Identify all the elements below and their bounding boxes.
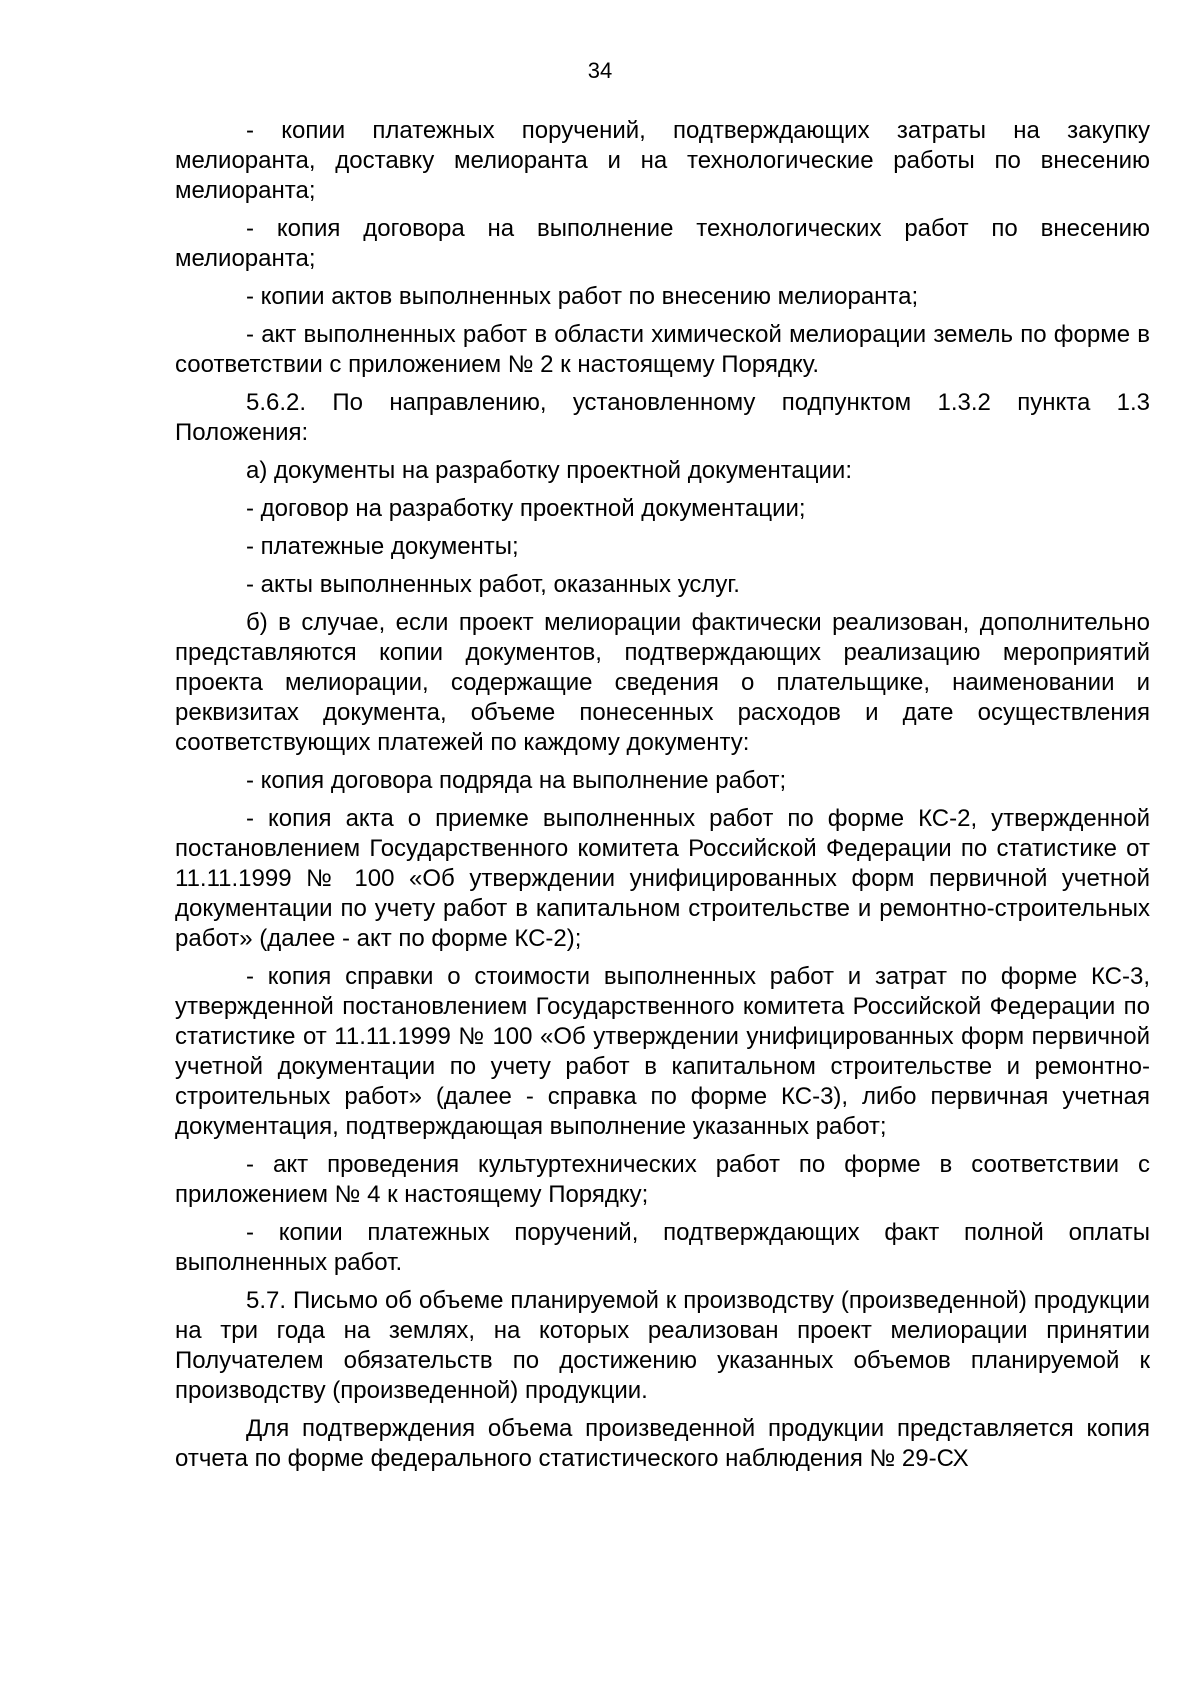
paragraph: б) в случае, если проект мелиорации фактически реализован, дополнительно представляются копии документов, подтверждающих реализацию мероприятий проекта мелиорации, содержащие сведения о плательщике, наименовании и реквизитах документа, объеме понесенных расходов и дате осуществления соответствующих платежей по каждому документу: [175, 609, 1150, 756]
paragraph: - копии платежных поручений, подтверждающих затраты на закупку мелиоранта, доставку мелиоранта и на технологические работы по внесению мелиоранта; [175, 117, 1150, 204]
paragraph: 5.6.2. По направлению, установленному подпунктом 1.3.2 пункта 1.3 Положения: [175, 389, 1150, 446]
paragraph: Для подтверждения объема произведенной продукции представляется копия отчета по форме федерального статистического наблюдения № 29-СХ [175, 1415, 1150, 1472]
paragraph: 5.7. Письмо об объеме планируемой к производству (произведенной) продукции на три года на землях, на которых реализован проект мелиорации принятии Получателем обязательств по достижению указанных объемов планируемой к производству (произведенной) продукции. [175, 1287, 1150, 1404]
page-number: 34 [587, 58, 613, 83]
paragraph: - акт выполненных работ в области химической мелиорации земель по форме в соответствии с приложением № 2 к настоящему Порядку. [175, 321, 1150, 378]
paragraph: - копия справки о стоимости выполненных работ и затрат по форме КС-3, утвержденной постановлением Государственного комитета Российской Федерации по статистике от 11.11.1999 № 100 «Об утверждении унифицированных форм первичной учетной документации по учету работ в капитальном строительстве и ремонтно-строительных работ» (далее - справка по форме КС-3), либо первичная учетная документация, подтверждающая выполнение указанных работ; [175, 963, 1150, 1140]
paragraph: - копия договора на выполнение технологических работ по внесению мелиоранта; [175, 215, 1150, 272]
paragraph: - акты выполненных работ, оказанных услуг. [246, 571, 740, 598]
document-body [175, 116, 1150, 1474]
paragraph: - копии актов выполненных работ по внесению мелиоранта; [246, 283, 919, 310]
paragraph: - копия акта о приемке выполненных работ по форме КС-2, утвержденной постановлением Государственного комитета Российской Федерации по статистике от 11.11.1999 № 100 «Об утверждении унифицированных форм первичной учетной документации по учету работ в капитальном строительстве и ремонтно-строительных работ» (далее - акт по форме КС-2); [175, 805, 1150, 952]
paragraph: а) документы на разработку проектной документации: [246, 457, 852, 484]
paragraph: - копия договора подряда на выполнение работ; [246, 767, 787, 794]
paragraph: - договор на разработку проектной документации; [246, 495, 806, 522]
paragraph: - копии платежных поручений, подтверждающих факт полной оплаты выполненных работ. [175, 1219, 1150, 1276]
paragraph: - акт проведения культуртехнических работ по форме в соответствии с приложением № 4 к настоящему Порядку; [175, 1151, 1150, 1208]
paragraph: - платежные документы; [246, 533, 519, 560]
